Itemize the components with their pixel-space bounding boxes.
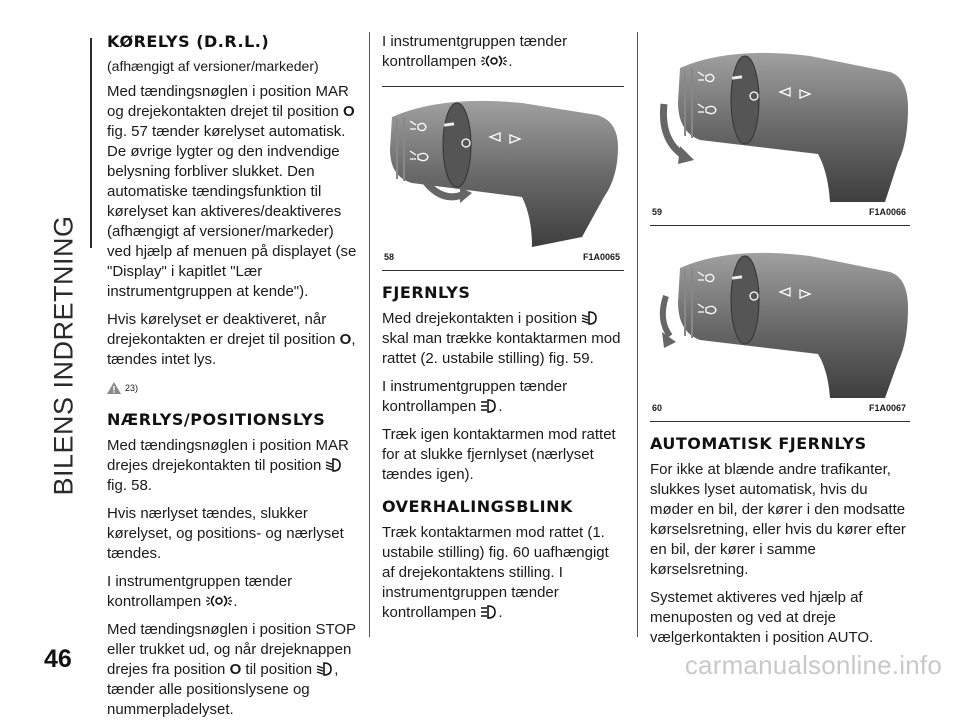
figure-60: [650, 238, 910, 422]
high-beam-icon: [480, 398, 498, 414]
paragraph: Med tændingsnøglen i position MAR drejes drejekontakten til position fig. 58.: [107, 437, 349, 494]
column-left: [107, 32, 357, 728]
watermark: carmanualsonline.info: [684, 650, 942, 680]
paragraph: Med drejekontakten i position skal man trække kontaktarmen mod rattet (2. ustabile stilling) fig. 59.: [382, 310, 621, 367]
paragraph: Træk igen kontaktarmen mod rattet for at slukke fjernlyset (nærlyset tændes igen).: [382, 426, 616, 483]
column-divider: [369, 32, 370, 637]
heading-daytime-lights: KØRELYS (D.R.L.): [107, 32, 270, 51]
stalk-illustration: [650, 238, 910, 398]
low-beam-icon: [325, 457, 343, 473]
paragraph: Med tændingsnøglen i position STOP eller trukket ud, og når drejeknappen drejes fra position O til position , tænder alle positionslysene og nummerpladelyset.: [107, 621, 356, 718]
stalk-illustration: [382, 87, 624, 247]
column-right: [650, 32, 910, 656]
figure-59: [650, 32, 910, 226]
chapter-title: [40, 214, 88, 496]
warning-triangle-icon: [107, 382, 121, 394]
heading-high-beam: FJERNLYS: [382, 283, 471, 302]
paragraph: Med tændingsnøglen i position MAR og drejekontakten drejet til position O fig. 57 tænder kørelyset automatisk. De øvrige lygter og den indvendige belysning forbliver slukket. Den automatiske tændingsfunktion til kørelyset kan aktiveres/deaktiveres (afhængigt af versioner/markeder) ved hjælp af menuen på displayet (se "Display" i kapitlet "Lær instrumentgruppen at kende").: [107, 83, 357, 300]
position-lights-icon: [205, 593, 233, 609]
stalk-illustration: [650, 32, 910, 202]
page-number: 46: [44, 645, 72, 673]
low-beam-icon: [581, 310, 599, 326]
column-divider: [637, 32, 638, 637]
figure-caption: 60 F1A0067: [652, 403, 906, 413]
paragraph: Træk kontaktarmen mod rattet (1. ustabile stilling) fig. 60 uafhængigt af drejekontaktens stilling. I instrumentgruppen tænder kontrollampen .: [382, 524, 609, 621]
heading-auto-high-beam: AUTOMATISK FJERNLYS: [650, 434, 867, 453]
figure-58: [382, 86, 624, 271]
paragraph: I instrumentgruppen tænder kontrollampen .: [107, 573, 293, 610]
paragraph: Hvis kørelyset er deaktiveret, når drejekontakten er drejet til position O, tændes intet lys.: [107, 311, 356, 368]
high-beam-icon: [480, 604, 498, 620]
chapter-title-text: BILENS INDRETNING: [48, 214, 79, 496]
heading-low-beam: NÆRLYS/POSITIONSLYS: [107, 410, 326, 429]
figure-caption: 58 F1A0065: [384, 252, 620, 262]
heading-subtitle: (afhængigt af versioner/markeder): [107, 58, 319, 74]
paragraph: I instrumentgruppen tænder kontrollampen .: [382, 378, 568, 415]
column-middle: [382, 32, 624, 631]
paragraph: For ikke at blænde andre trafikanter, slukkes lyset automatisk, hvis du møder en bil, der kører i den modsatte kørselsretning, eller hvis du kører efter en bil, der kører i samme kørselsretning.: [650, 461, 906, 578]
warning-reference: 23): [107, 378, 357, 398]
figure-caption: 59 F1A0066: [652, 207, 906, 217]
position-lights-icon: [480, 53, 508, 69]
heading-flash: OVERHALINGSBLINK: [382, 497, 573, 516]
paragraph: I instrumentgruppen tænder kontrollampen .: [382, 33, 568, 70]
low-beam-icon: [316, 661, 334, 677]
chapter-rule: [90, 38, 92, 248]
paragraph: Systemet aktiveres ved hjælp af menuposten og ved at dreje vælgerkontakten i position AUTO.: [650, 589, 874, 646]
paragraph: Hvis nærlyset tændes, slukker kørelyset, og positions- og nærlyset tændes.: [107, 505, 344, 562]
